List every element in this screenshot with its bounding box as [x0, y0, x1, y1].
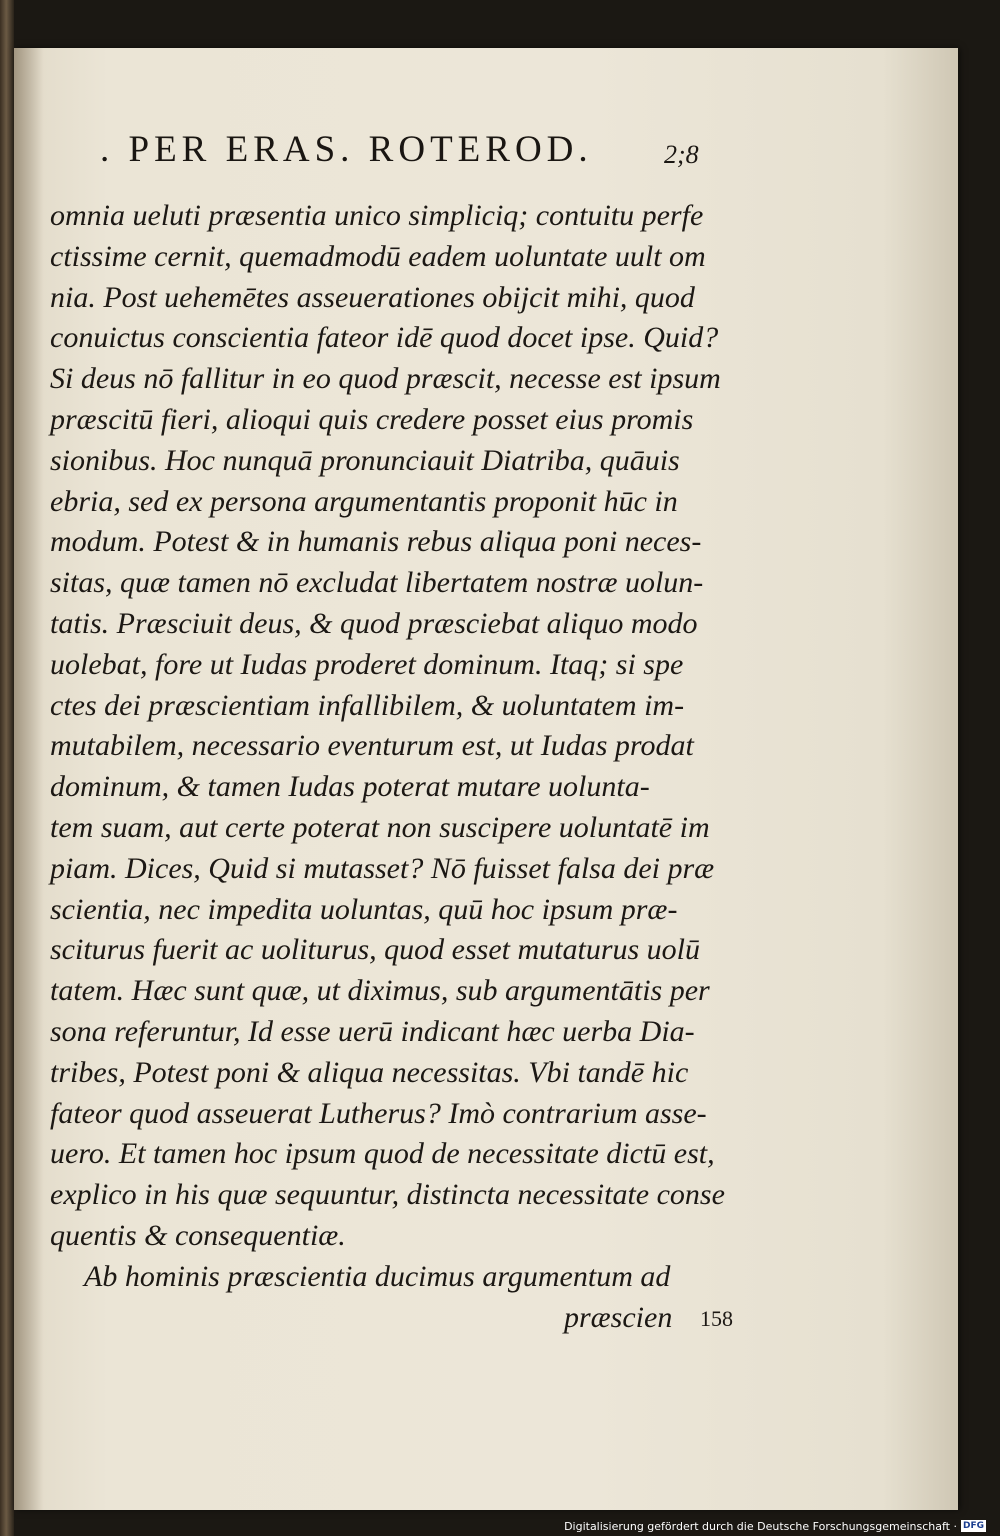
running-head: . PER ERAS. ROTEROD. — [100, 129, 593, 170]
text-line-10: sitas, quæ tamen nō excludat libertatem nostræ uolun- — [50, 566, 704, 600]
text-line-24: uero. Et tamen hoc ipsum quod de necessitate dictū est, — [50, 1137, 715, 1171]
text-line-12: uolebat, fore ut Iudas proderet dominum. Itaq; si spe — [50, 647, 684, 681]
text-line-26: quentis & consequentiæ. — [50, 1218, 346, 1252]
page-gutter — [14, 48, 44, 1510]
text-line-1: omnia ueluti præsentia unico simpliciq; contuitu perfe — [50, 199, 704, 232]
text-line-19: sciturus fuerit ac uoliturus, quod esset mutaturus uolū — [50, 933, 701, 967]
text-line-9: modum. Potest & in humanis rebus aliqua poni neces- — [50, 525, 702, 559]
text-line-7: sionibus. Hoc nunquā pronunciauit Diatriba, quāuis — [50, 443, 680, 477]
book-edge — [0, 0, 14, 1536]
text-line-3: nia. Post uehemētes asseuerationes obijcit mihi, quod — [50, 280, 695, 314]
funding-text: Digitalisierung gefördert durch die Deutsche Forschungsgemeinschaft · — [564, 1519, 957, 1533]
text-line-2: ctissime cernit, quemadmodū eadem uoluntate uult om — [50, 239, 706, 273]
text-line-5: Si deus nō fallitur in eo quod præscit, necesse est ipsum — [50, 362, 721, 396]
text-line-22: tribes, Potest poni & aliqua necessitas. Vbi tandē hic — [50, 1055, 689, 1089]
paragraph-start-line: Ab hominis præscientia ducimus argumentum ad — [84, 1259, 671, 1293]
catchword: præscien — [564, 1300, 673, 1334]
text-line-23: fateor quod asseuerat Lutherus? Imò contrarium asse- — [50, 1096, 707, 1130]
text-line-6: præscitū fieri, alioqui quis credere posset eius promis — [50, 402, 694, 436]
text-line-11: tatis. Præsciuit deus, & quod præsciebat aliquo modo — [50, 606, 698, 640]
text-line-18: scientia, nec impedita uoluntas, quū hoc ipsum præ- — [50, 892, 678, 926]
text-line-14: mutabilem, necessario eventurum est, ut Iudas prodat — [50, 729, 694, 763]
dfg-logo: DFG — [962, 1521, 984, 1531]
book-page — [14, 48, 958, 1510]
text-line-4: conuictus conscientia fateor idē quod docet ipse. Quid? — [50, 321, 719, 355]
text-line-13: ctes dei præscientiam infallibilem, & uoluntatem im- — [50, 688, 685, 722]
text-line-25: explico in his quæ sequuntur, distincta necessitate conse — [50, 1178, 725, 1212]
text-line-17: piam. Dices, Quid si mutasset? Nō fuisset falsa dei præ — [50, 851, 715, 885]
page-number: 2;8 — [664, 140, 699, 169]
text-block — [50, 196, 740, 1338]
text-line-16: tem suam, aut certe poterat non suscipere uoluntatē im — [50, 810, 710, 844]
text-line-8: ebria, sed ex persona argumentantis proponit hūc in — [50, 484, 678, 518]
text-line-15: dominum, & tamen Iudas poterat mutare uolunta- — [50, 770, 650, 804]
dfg-funding-banner — [564, 1518, 986, 1534]
margin-note-number: 158 — [700, 1306, 733, 1331]
text-line-20: tatem. Hæc sunt quæ, ut diximus, sub argumentātis per — [50, 974, 710, 1008]
text-line-21: sona referuntur, Id esse uerū indicant hæc uerba Dia- — [50, 1014, 695, 1048]
